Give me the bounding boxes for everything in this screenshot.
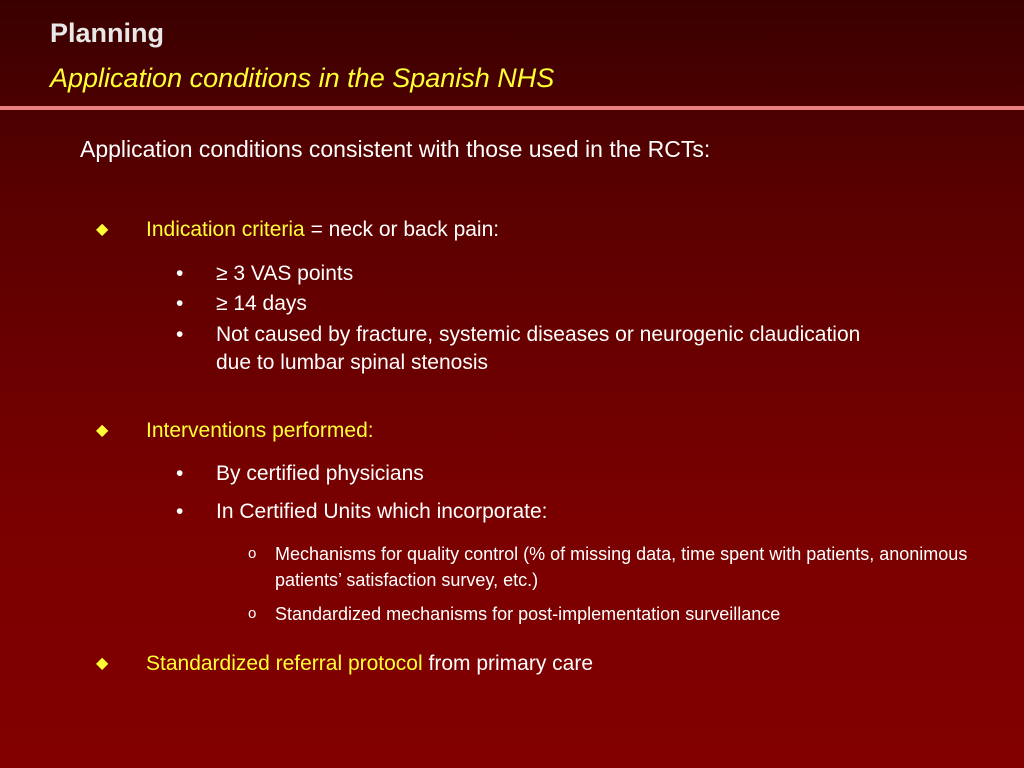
header-divider (0, 106, 1024, 110)
diamond-icon: ◆ (96, 422, 109, 439)
section-highlight: Standardized referral protocol (146, 652, 423, 675)
slide-title: Planning (50, 18, 164, 48)
section-highlight: Interventions performed: (146, 419, 374, 442)
bullet-dot-icon: • (176, 323, 184, 346)
bullet-dot-icon: • (176, 292, 184, 315)
intro-text: Application conditions consistent with those used in the RCTs: (80, 136, 711, 162)
bullet-dot-icon: • (176, 462, 184, 485)
circle-bullet-icon: o (248, 545, 257, 562)
slide-header (0, 0, 1024, 108)
diamond-icon: ◆ (96, 655, 109, 672)
diamond-icon: ◆ (96, 221, 109, 238)
section-highlight: Indication criteria (146, 218, 305, 241)
bullet-dot-icon: • (176, 500, 184, 523)
bullet-dot-icon: • (176, 262, 184, 285)
slide-subtitle: Application conditions in the Spanish NHS (50, 63, 555, 93)
circle-bullet-icon: o (248, 605, 257, 622)
section-rest: from primary care (422, 652, 594, 675)
section-rest: = neck or back pain: (304, 218, 500, 241)
